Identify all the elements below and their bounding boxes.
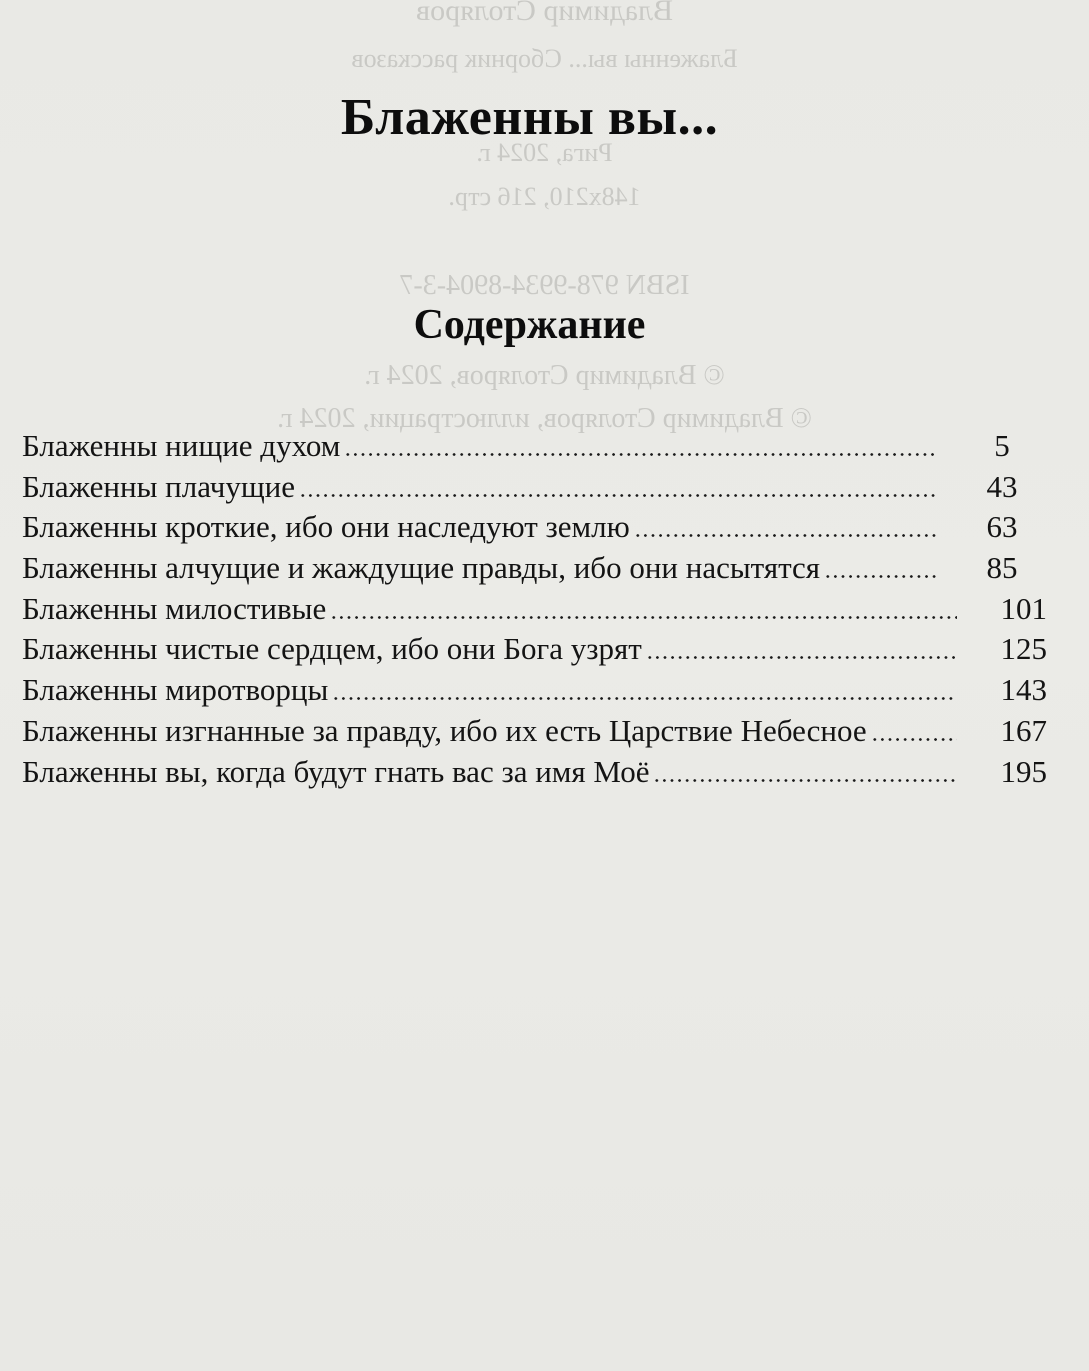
toc-entry-title: Блаженны алчущие и жаждущие правды, ибо они насытятся [22, 550, 821, 586]
toc-entry-title: Блаженны миротворцы [22, 672, 329, 708]
dot-leader [824, 575, 937, 578]
dot-leader [344, 453, 937, 456]
dot-leader [330, 616, 957, 619]
toc-entry-title: Блаженны чистые сердцем, ибо они Бога узрят [22, 631, 642, 667]
toc-entry [22, 426, 1047, 467]
bleed-isbn: ISBN 978-9934-8904-3-7 [399, 270, 690, 301]
toc-entry-page: 85 [986, 550, 1018, 586]
toc-entry-page: 143 [1000, 672, 1047, 708]
toc-entry-title: Блаженны вы, когда будут гнать вас за имя Моё [22, 753, 650, 789]
dot-leader [653, 779, 957, 782]
toc-entry-page: 5 [994, 428, 1010, 463]
toc-entry-page: 195 [1000, 753, 1047, 789]
bleed-copyright: © Владимир Столяров, 2024 г. [364, 360, 725, 391]
dot-leader [871, 738, 957, 741]
toc-entry [22, 752, 1047, 793]
dot-leader [634, 534, 937, 537]
bleed-copyright-illustrations: © Владимир Столяров, иллюстрации, 2024 г. [277, 403, 812, 434]
bleed-format: 148х210, 216 стр. [448, 182, 641, 211]
toc-entry [22, 589, 1047, 630]
toc-entry [22, 711, 1047, 752]
dot-leader [332, 697, 957, 700]
bleed-place-year: Рига, 2024 г. [476, 138, 613, 167]
toc-entry-title: Блаженны плачущие [22, 468, 296, 504]
bleed-author: Владимир Столяров [415, 0, 674, 27]
toc-entry-title: Блаженны нищие духом [22, 428, 341, 463]
reverse-side-bleed-through [0, 0, 1089, 480]
dot-leader [299, 494, 937, 497]
table-of-contents [22, 426, 1047, 792]
toc-entry [22, 670, 1047, 711]
toc-entry-page: 43 [986, 468, 1018, 504]
bleed-subtitle: Блаженны вы... Сборник рассказов [351, 44, 738, 73]
dot-leader [646, 656, 957, 659]
toc-entry-page: 63 [986, 509, 1018, 545]
toc-entry [22, 467, 1047, 508]
toc-entry-page: 125 [1000, 631, 1047, 667]
toc-entry-page: 167 [1000, 712, 1047, 748]
toc-entry [22, 507, 1047, 548]
toc-heading: Содержание [413, 302, 646, 348]
book-title: Блаженны вы... [340, 89, 719, 146]
toc-entry-title: Блаженны изгнанные за правду, ибо их есть Царствие Небесное [22, 712, 867, 748]
toc-entry [22, 629, 1047, 670]
toc-entry [22, 548, 1047, 589]
toc-entry-page: 101 [1000, 590, 1047, 626]
toc-entry-title: Блаженны милостивые [22, 590, 327, 626]
toc-entry-title: Блаженны кроткие, ибо они наследуют землю [22, 509, 630, 545]
